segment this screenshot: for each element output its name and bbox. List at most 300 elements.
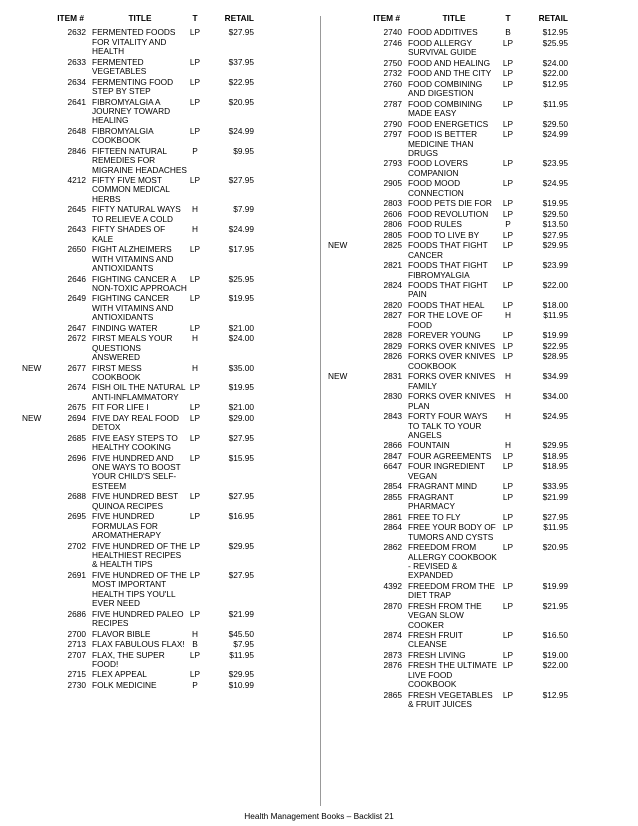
item-number: 2686 xyxy=(67,608,86,619)
retail-price: $24.99 xyxy=(228,125,254,136)
book-title: FRAGRANT PHARMACY xyxy=(408,491,456,512)
item-number: 2806 xyxy=(383,219,402,230)
book-title: FOOD IS BETTER MEDICINE THAN DRUGS xyxy=(408,129,478,158)
item-number: 2861 xyxy=(383,511,402,522)
book-title: FIBROMYALGIA COOKBOOK xyxy=(92,125,154,146)
format-code: LP xyxy=(502,260,514,271)
new-badge xyxy=(22,640,56,649)
table-row xyxy=(22,245,314,273)
book-title: FRESH FROM THE VEGAN SLOW COOKER xyxy=(408,600,482,630)
retail-price: $27.95 xyxy=(228,432,254,443)
item-number: 4212 xyxy=(67,175,86,186)
new-badge xyxy=(22,492,56,511)
table-row xyxy=(328,281,624,300)
format-code: LP xyxy=(189,649,201,660)
format-code: H xyxy=(505,411,511,422)
book-title: FERMENTED VEGETABLES xyxy=(92,56,147,77)
new-badge xyxy=(328,493,364,512)
new-badge xyxy=(328,28,364,37)
new-badge xyxy=(328,80,364,99)
retail-price: $22.95 xyxy=(542,340,568,351)
book-title: FREE TO FLY xyxy=(408,511,461,522)
format-code: LP xyxy=(502,522,514,533)
new-badge xyxy=(328,482,364,491)
new-badge xyxy=(328,210,364,219)
new-badge xyxy=(22,630,56,639)
format-code: LP xyxy=(189,244,201,255)
item-number: 6647 xyxy=(383,461,402,472)
item-number: 2846 xyxy=(67,145,86,156)
book-title: FLAX FABULOUS FLAX! xyxy=(92,639,185,650)
table-row xyxy=(328,59,624,68)
new-badge xyxy=(328,691,364,710)
column-divider xyxy=(320,16,321,806)
book-title: FOOD AND THE CITY xyxy=(408,68,492,79)
item-number: 2862 xyxy=(383,542,402,553)
new-badge xyxy=(22,98,56,126)
new-badge xyxy=(328,281,364,300)
book-title: FIVE HUNDRED OF THE HEALTHIEST RECIPES & HEALTH TIPS xyxy=(92,540,187,570)
book-title: FOUNTAIN xyxy=(408,440,450,451)
item-number: 2855 xyxy=(383,491,402,502)
retail-price: $27.95 xyxy=(542,511,568,522)
format-code: LP xyxy=(502,461,514,472)
item-number: 2606 xyxy=(383,208,402,219)
table-row xyxy=(328,261,624,280)
retail-price: $24.00 xyxy=(228,333,254,344)
book-title: FIT FOR LIFE I xyxy=(92,402,149,413)
item-number: 2643 xyxy=(67,224,86,235)
retail-price: $22.00 xyxy=(542,68,568,79)
new-badge xyxy=(22,434,56,453)
item-number: 2646 xyxy=(67,273,86,284)
table-row xyxy=(22,640,314,649)
table-row xyxy=(22,651,314,670)
table-row xyxy=(328,231,624,240)
format-code: H xyxy=(192,204,198,215)
table-row xyxy=(22,78,314,97)
retail-price: $22.95 xyxy=(228,76,254,87)
format-code: LP xyxy=(189,27,201,38)
retail-price: $19.95 xyxy=(542,198,568,209)
new-badge xyxy=(22,58,56,77)
new-badge xyxy=(22,324,56,333)
table-row xyxy=(328,543,624,581)
table-header xyxy=(328,14,624,23)
item-number: 2649 xyxy=(67,293,86,304)
retail-price: $19.95 xyxy=(228,382,254,393)
book-title: FIVE HUNDRED FORMULAS FOR AROMATHERAPY xyxy=(92,511,161,541)
table-row xyxy=(328,352,624,371)
retail-price: $22.00 xyxy=(542,280,568,291)
item-number: 2740 xyxy=(383,27,402,38)
retail-price: $37.95 xyxy=(228,56,254,67)
book-title: FIFTY SHADES OF KALE xyxy=(92,224,166,244)
item-number: 2905 xyxy=(383,178,402,189)
item-number: 2685 xyxy=(67,432,86,443)
table-row xyxy=(22,630,314,639)
retail-price: $29.50 xyxy=(542,118,568,129)
header-retail: RETAIL xyxy=(538,13,568,23)
table-row xyxy=(328,651,624,660)
retail-price: $12.95 xyxy=(542,689,568,700)
format-code: LP xyxy=(502,511,514,522)
new-badge xyxy=(328,582,364,601)
table-row xyxy=(22,512,314,540)
item-number: 2805 xyxy=(383,229,402,240)
book-title: FOODS THAT HEAL xyxy=(408,299,485,310)
format-code: LP xyxy=(502,57,514,68)
table-row xyxy=(328,199,624,208)
new-badge xyxy=(328,120,364,129)
table-row xyxy=(328,602,624,630)
book-title: FLEX APPEAL xyxy=(92,669,147,680)
book-title: FIGHTING CANCER WITH VITAMINS AND ANTIOXIDANTS xyxy=(92,293,174,323)
format-code: LP xyxy=(502,660,514,671)
item-number: 2675 xyxy=(67,402,86,413)
table-row xyxy=(22,147,314,175)
retail-price: $11.95 xyxy=(229,649,254,660)
item-number: 2732 xyxy=(383,68,402,79)
format-code: LP xyxy=(189,96,201,107)
item-number: 2824 xyxy=(383,280,402,291)
new-badge xyxy=(22,28,56,56)
format-code: LP xyxy=(502,98,514,109)
format-code: LP xyxy=(502,580,514,591)
table-row xyxy=(328,210,624,219)
retail-price: $24.99 xyxy=(228,224,254,235)
book-title: FOOD ALLERGY SURVIVAL GUIDE xyxy=(408,37,477,58)
item-number: 2715 xyxy=(67,669,86,680)
retail-price: $10.99 xyxy=(228,679,254,690)
table-row xyxy=(22,127,314,146)
new-badge xyxy=(22,403,56,412)
retail-price: $12.95 xyxy=(542,27,568,38)
table-row xyxy=(22,434,314,453)
format-code: LP xyxy=(189,293,201,304)
new-badge xyxy=(328,39,364,58)
format-code: LP xyxy=(189,432,201,443)
page-footer: Health Management Books – Backlist 21 xyxy=(244,811,394,821)
retail-price: $19.95 xyxy=(228,293,254,304)
item-number: 2700 xyxy=(67,628,86,639)
book-title: FOOD COMBINING AND DIGESTION xyxy=(408,78,483,99)
book-title: FOOD ENERGETICS xyxy=(408,118,489,129)
item-number: 2650 xyxy=(67,244,86,255)
book-title: FORKS OVER KNIVES FAMILY xyxy=(408,371,496,391)
table-row xyxy=(328,159,624,178)
table-row xyxy=(328,179,624,198)
book-title: FLAX, THE SUPER FOOD! xyxy=(92,649,165,669)
retail-price: $19.99 xyxy=(542,330,568,341)
new-badge xyxy=(328,651,364,660)
format-code: LP xyxy=(502,68,514,79)
book-title: FOOD RULES xyxy=(408,219,462,230)
retail-price: $21.99 xyxy=(542,491,568,502)
table-row xyxy=(22,454,314,492)
right-book-list xyxy=(328,28,624,709)
table-row xyxy=(22,571,314,609)
retail-price: $15.95 xyxy=(228,452,254,463)
format-code: LP xyxy=(189,56,201,67)
new-badge xyxy=(328,392,364,411)
item-number: 2831 xyxy=(383,371,402,382)
book-title: FOOD PETS DIE FOR xyxy=(408,198,492,209)
item-number: 2821 xyxy=(383,260,402,271)
table-row xyxy=(328,100,624,119)
book-title: FIVE HUNDRED BEST QUINOA RECIPES xyxy=(92,491,179,511)
new-badge xyxy=(328,602,364,630)
new-badge xyxy=(22,670,56,679)
item-number: 2633 xyxy=(67,56,86,67)
book-title: FRAGRANT MIND xyxy=(408,481,477,492)
format-code: LP xyxy=(502,158,514,169)
retail-price: $29.95 xyxy=(228,669,254,680)
item-number: 2645 xyxy=(67,204,86,215)
book-title: FOOD MOOD CONNECTION xyxy=(408,178,464,198)
format-code: LP xyxy=(189,540,201,551)
book-title: FLAVOR BIBLE xyxy=(92,628,151,639)
book-title: FIBROMYALGIA A JOURNEY TOWARD HEALING xyxy=(92,96,171,126)
table-row xyxy=(22,205,314,224)
book-title: FORTY FOUR WAYS TO TALK TO YOUR ANGELS xyxy=(408,411,488,440)
book-title: FORKS OVER KNIVES PLAN xyxy=(408,391,496,411)
new-badge xyxy=(328,311,364,330)
table-row xyxy=(22,334,314,362)
retail-price: $27.95 xyxy=(228,491,254,502)
new-badge xyxy=(22,294,56,322)
format-code: LP xyxy=(502,178,514,189)
retail-price: $29.00 xyxy=(228,412,254,423)
book-title: FERMENTED FOODS FOR VITALITY AND HEALTH xyxy=(92,27,176,57)
format-code: H xyxy=(192,628,198,639)
new-badge xyxy=(22,681,56,690)
format-code: LP xyxy=(502,229,514,240)
table-row xyxy=(328,582,624,601)
new-badge xyxy=(328,220,364,229)
book-title: FIFTY FIVE MOST COMMON MEDICAL HERBS xyxy=(92,175,170,204)
book-title: FOOD COMBINING MADE EASY xyxy=(408,98,483,119)
retail-price: $29.95 xyxy=(542,240,568,251)
table-row xyxy=(328,661,624,689)
retail-price: $20.95 xyxy=(228,96,254,107)
retail-price: $7.99 xyxy=(233,204,254,215)
retail-price: $27.95 xyxy=(228,175,254,186)
format-code: LP xyxy=(189,273,201,284)
retail-price: $24.99 xyxy=(542,129,568,140)
format-code: LP xyxy=(189,382,201,393)
book-title: FOR THE LOVE OF FOOD xyxy=(408,310,483,330)
retail-price: $12.95 xyxy=(542,78,568,89)
header-retail: RETAIL xyxy=(224,13,254,23)
new-badge xyxy=(328,352,364,371)
format-code: LP xyxy=(502,240,514,251)
format-code: LP xyxy=(502,299,514,310)
table-row xyxy=(22,176,314,204)
book-title: FOOD LOVERS COMPANION xyxy=(408,158,468,178)
retail-price: $11.95 xyxy=(543,522,568,533)
retail-price: $22.00 xyxy=(542,660,568,671)
item-number: 2825 xyxy=(383,240,402,251)
new-badge xyxy=(22,651,56,670)
item-number: 2793 xyxy=(383,158,402,169)
new-badge: NEW xyxy=(328,240,348,251)
table-row xyxy=(22,28,314,56)
format-code: B xyxy=(505,27,511,38)
new-badge xyxy=(328,412,364,440)
retail-price: $34.99 xyxy=(542,371,568,382)
table-row xyxy=(22,670,314,679)
new-badge: NEW xyxy=(328,371,348,382)
book-title: FRESH VEGETABLES & FRUIT JUICES xyxy=(408,689,493,710)
format-code: LP xyxy=(189,322,201,333)
format-code: LP xyxy=(502,481,514,492)
table-row xyxy=(328,120,624,129)
retail-price: $27.95 xyxy=(542,229,568,240)
new-badge xyxy=(22,571,56,609)
format-code: LP xyxy=(502,630,514,641)
retail-price: $21.00 xyxy=(228,322,254,333)
table-row xyxy=(328,342,624,351)
item-number: 2688 xyxy=(67,491,86,502)
item-number: 2730 xyxy=(67,679,86,690)
table-row xyxy=(328,452,624,461)
new-badge xyxy=(22,512,56,540)
book-title: FRESH THE ULTIMATE LIVE FOOD COOKBOOK xyxy=(408,660,497,690)
item-number: 2713 xyxy=(67,639,86,650)
item-number: 2864 xyxy=(383,522,402,533)
item-number: 2696 xyxy=(67,452,86,463)
format-code: LP xyxy=(189,511,201,522)
format-code: H xyxy=(192,224,198,235)
left-column xyxy=(22,14,314,691)
table-row xyxy=(22,403,314,412)
book-title: FOOD TO LIVE BY xyxy=(408,229,480,240)
header-item: ITEM # xyxy=(57,13,84,23)
book-title: FIRST MESS COOKBOOK xyxy=(92,362,142,382)
table-row xyxy=(22,294,314,322)
table-row xyxy=(22,681,314,690)
format-code: LP xyxy=(189,412,201,423)
format-code: LP xyxy=(502,491,514,502)
book-title: FREEDOM FROM ALLERGY COOKBOOK - REVISED & EXPANDED xyxy=(408,542,497,581)
item-number: 2854 xyxy=(383,481,402,492)
new-badge xyxy=(328,100,364,119)
table-row xyxy=(328,631,624,650)
retail-price: $34.00 xyxy=(542,391,568,402)
book-title: FIGHT ALZHEIMERS WITH VITAMINS AND ANTIOXIDANTS xyxy=(92,244,174,273)
format-code: LP xyxy=(189,125,201,136)
format-code: LP xyxy=(189,608,201,619)
book-title: FIVE EASY STEPS TO HEALTHY COOKING xyxy=(92,432,178,453)
table-row xyxy=(328,69,624,78)
table-row xyxy=(328,482,624,491)
book-title: FOUR AGREEMENTS xyxy=(408,450,492,461)
format-code: LP xyxy=(502,689,514,700)
retail-price: $45.50 xyxy=(228,628,254,639)
item-number: 2797 xyxy=(383,129,402,140)
table-header xyxy=(22,14,314,23)
new-badge xyxy=(328,513,364,522)
format-code: H xyxy=(505,371,511,382)
retail-price: $11.95 xyxy=(543,98,568,109)
retail-price: $29.95 xyxy=(542,440,568,451)
book-title: FIFTEEN NATURAL REMEDIES FOR MIGRAINE HEADACHES xyxy=(92,145,187,175)
retail-price: $16.95 xyxy=(228,511,254,522)
book-title: FOOD ADDITIVES xyxy=(408,27,478,38)
format-code: P xyxy=(192,145,198,156)
item-number: 2691 xyxy=(67,569,86,580)
item-number: 2634 xyxy=(67,76,86,87)
retail-price: $7.95 xyxy=(233,639,254,650)
table-row xyxy=(22,98,314,126)
new-badge xyxy=(22,147,56,175)
new-badge xyxy=(328,130,364,158)
new-badge xyxy=(22,275,56,294)
book-title: FREEDOM FROM THE DIET TRAP xyxy=(408,580,495,601)
new-badge xyxy=(328,543,364,581)
retail-price: $20.95 xyxy=(542,542,568,553)
format-code: H xyxy=(192,333,198,344)
table-row xyxy=(328,392,624,411)
item-number: 2746 xyxy=(383,37,402,48)
book-title: FOUR INGREDIENT VEGAN xyxy=(408,461,485,481)
retail-price: $18.95 xyxy=(542,450,568,461)
book-title: FORKS OVER KNIVES xyxy=(408,340,496,351)
format-code: P xyxy=(192,679,198,690)
new-badge xyxy=(328,261,364,280)
retail-price: $21.00 xyxy=(228,402,254,413)
new-badge xyxy=(328,231,364,240)
retail-price: $19.00 xyxy=(542,649,568,660)
format-code: LP xyxy=(502,649,514,660)
format-code: B xyxy=(192,639,198,650)
book-title: FISH OIL THE NATURAL ANTI-INFLAMMATORY xyxy=(92,382,186,402)
retail-price: $24.00 xyxy=(542,57,568,68)
table-row xyxy=(328,311,624,330)
retail-price: $29.50 xyxy=(542,208,568,219)
new-badge xyxy=(328,441,364,450)
item-number: 2647 xyxy=(67,322,86,333)
new-badge xyxy=(328,631,364,650)
table-row xyxy=(22,610,314,629)
retail-price: $25.95 xyxy=(228,273,254,284)
table-row xyxy=(328,513,624,522)
retail-price: $9.95 xyxy=(233,145,254,156)
new-badge: NEW xyxy=(22,362,42,373)
book-title: FOOD REVOLUTION xyxy=(408,208,489,219)
retail-price: $21.95 xyxy=(542,600,568,611)
book-title: FRESH LIVING xyxy=(408,649,466,660)
item-number: 2694 xyxy=(67,412,86,423)
item-number: 2695 xyxy=(67,511,86,522)
retail-price: $18.95 xyxy=(542,461,568,472)
table-row xyxy=(328,523,624,542)
retail-price: $11.95 xyxy=(543,310,568,321)
format-code: LP xyxy=(502,37,514,48)
book-title: FERMENTING FOOD STEP BY STEP xyxy=(92,76,174,97)
book-title: FOODS THAT FIGHT PAIN xyxy=(408,280,488,300)
book-title: FIGHTING CANCER A NON-TOXIC APPROACH xyxy=(92,273,187,293)
table-row xyxy=(22,225,314,244)
item-number: 2827 xyxy=(383,310,402,321)
new-badge xyxy=(22,225,56,244)
item-number: 2826 xyxy=(383,351,402,362)
new-badge xyxy=(22,245,56,273)
item-number: 2648 xyxy=(67,125,86,136)
item-number: 2641 xyxy=(67,96,86,107)
book-title: FIVE HUNDRED AND ONE WAYS TO BOOST YOUR CHILD'S SELF-ESTEEM xyxy=(92,452,181,491)
